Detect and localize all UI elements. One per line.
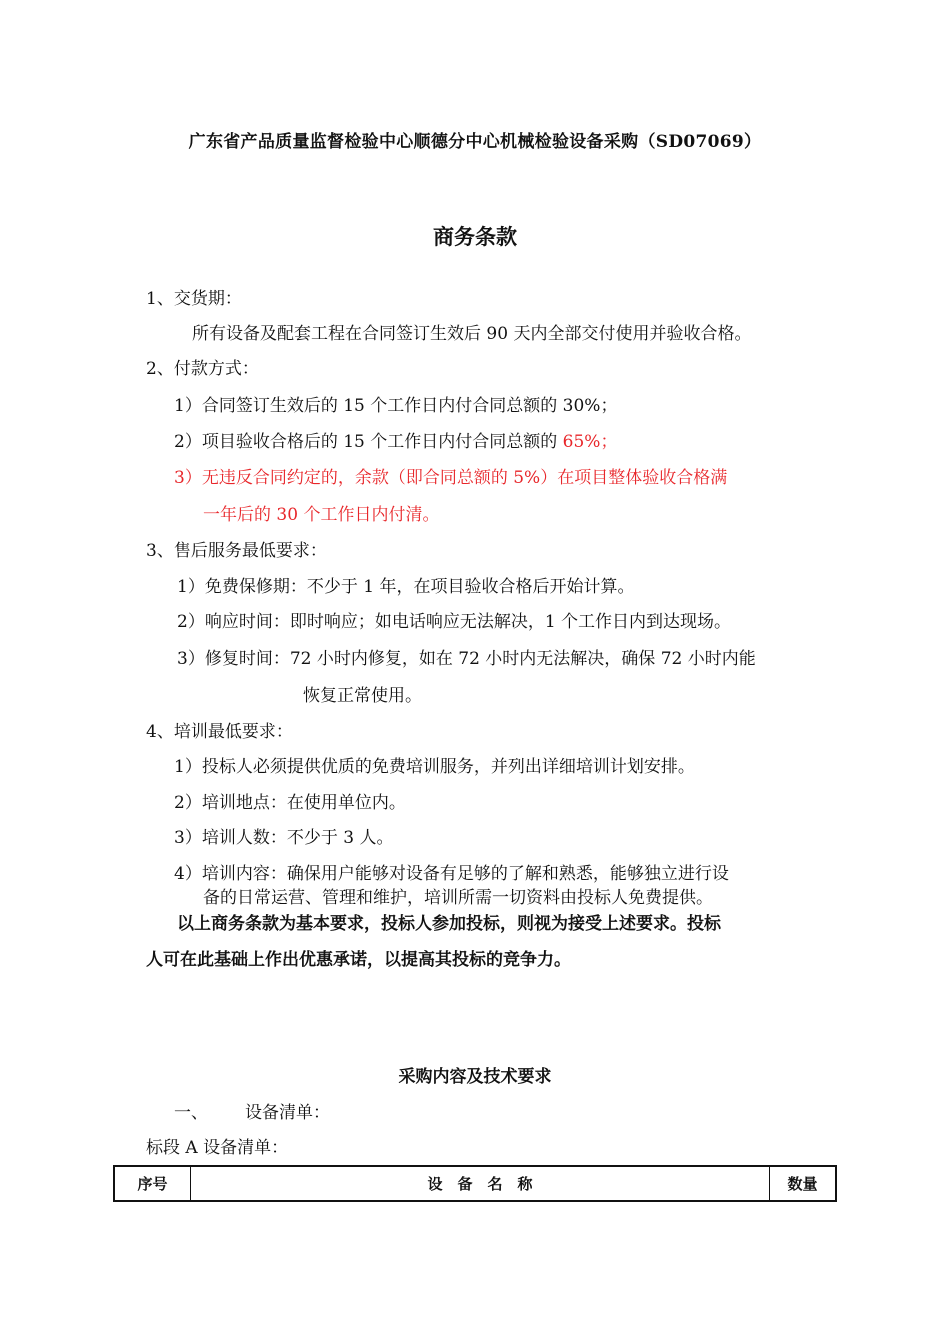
after-sales-heading: 3、售后服务最低要求： (146, 541, 327, 561)
after-sales-item-2: 2）响应时间：即时响应；如电话响应无法解决，1 个工作日内到达现场。 (177, 612, 732, 632)
payment-item-1: 1）合同签订生效后的 15 个工作日内付合同总额的 30%； (174, 396, 618, 416)
training-item-2: 2）培训地点：在使用单位内。 (174, 793, 406, 813)
commercial-note-line-1: 以上商务条款为基本要求，投标人参加投标，则视为接受上述要求。投标 (177, 914, 721, 934)
training-item-4-line-1: 4）培训内容：确保用户能够对设备有足够的了解和熟悉，能够独立进行设 (174, 864, 729, 884)
commercial-terms-heading: 商务条款 (433, 224, 517, 249)
after-sales-item-3-line-2: 恢复正常使用。 (303, 686, 422, 706)
delivery-heading: 1、交货期： (146, 289, 242, 309)
delivery-text: 所有设备及配套工程在合同签订生效后 90 天内全部交付使用并验收合格。 (192, 324, 752, 344)
after-sales-item-3-line-1: 3）修复时间：72 小时内修复，如在 72 小时内无法解决，确保 72 小时内能 (177, 649, 756, 669)
commercial-note-line-2: 人可在此基础上作出优惠承诺，以提高其投标的竞争力。 (146, 950, 571, 970)
training-heading: 4、培训最低要求： (146, 722, 293, 742)
payment-item-2-highlight: 65%； (562, 432, 618, 452)
equipment-table (113, 1165, 837, 1202)
after-sales-item-1: 1）免费保修期：不少于 1 年，在项目验收合格后开始计算。 (177, 577, 635, 597)
column-header-equipment-name: 设 备 名 称 (191, 1166, 770, 1201)
column-header-quantity: 数量 (770, 1166, 837, 1201)
payment-item-3-line-1: 3）无违反合同约定的，余款（即合同总额的 5%）在项目整体验收合格满 (174, 468, 728, 488)
training-item-4-line-2: 备的日常运营、管理和维护，培训所需一切资料由投标人免费提供。 (203, 888, 713, 908)
payment-item-3-line-2: 一年后的 30 个工作日内付清。 (203, 505, 440, 525)
training-item-3: 3）培训人数：不少于 3 人。 (174, 828, 394, 848)
payment-item-2-text: 2）项目验收合格后的 15 个工作日内付合同总额的 (174, 432, 563, 452)
document-title: 广东省产品质量监督检验中心顺德分中心机械检验设备采购（SD07069） (188, 132, 762, 152)
lot-a-title: 标段 A 设备清单： (146, 1138, 289, 1158)
procurement-heading: 采购内容及技术要求 (398, 1067, 552, 1087)
column-header-number: 序号 (114, 1166, 191, 1201)
training-item-1: 1）投标人必须提供优质的免费培训服务，并列出详细培训计划安排。 (174, 757, 695, 777)
table-header-row (114, 1166, 836, 1201)
payment-item-2 (174, 427, 617, 452)
payment-heading: 2、付款方式： (146, 359, 259, 379)
equipment-list-title: 设备清单： (245, 1103, 330, 1123)
equipment-list-number: 一、 (174, 1103, 208, 1123)
